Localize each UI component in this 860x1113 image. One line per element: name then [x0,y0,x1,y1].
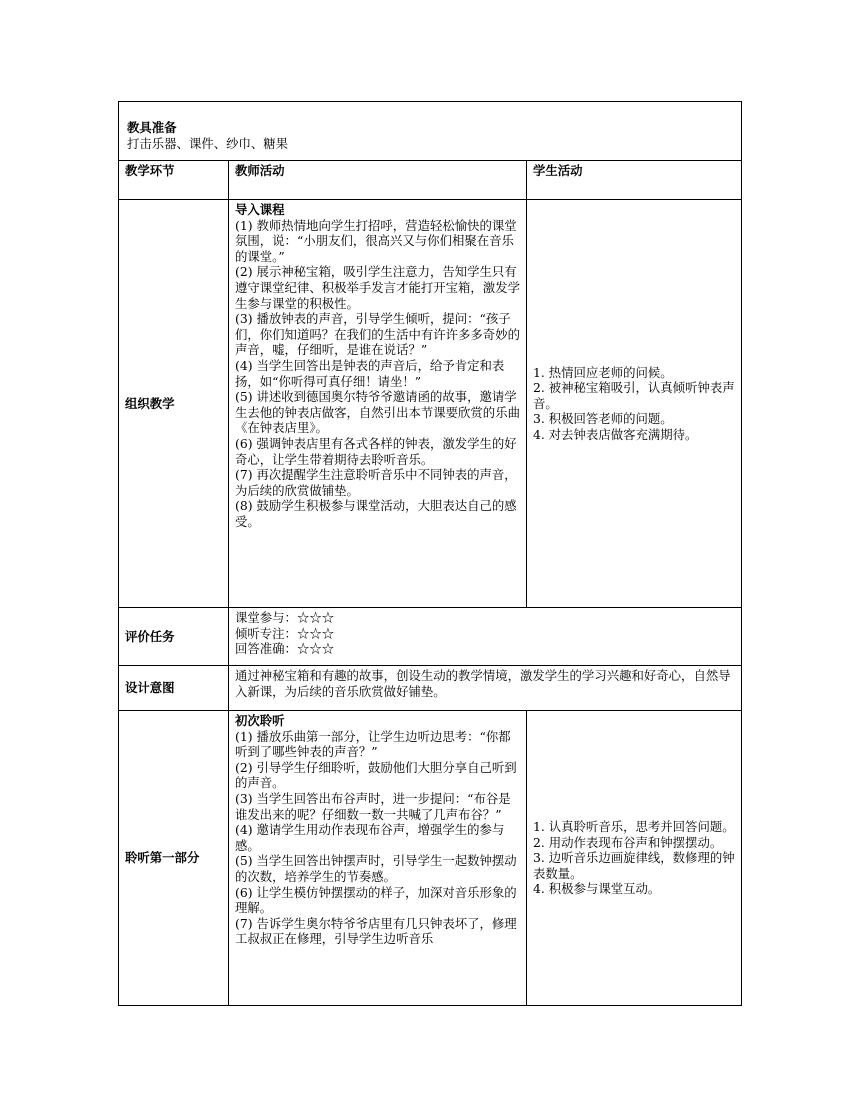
organize-teacher-step: (4) 当学生回答出是钟表的声音后，给予肯定和表扬，如“你听得可真仔细！请坐！” [235,357,505,389]
organize-subtitle: 导入课程 [235,202,285,217]
intent-row [119,666,742,711]
header-teacher: 教师活动 [229,161,527,200]
listen-teacher-step: (7) 告诉学生奥尔特爷爷店里有几只钟表坏了，修理工叔叔正在修理，引导学生边听音乐 [235,915,517,947]
organize-student-cell [527,200,742,608]
organize-teacher-step: (3) 播放钟表的声音，引导学生倾听，提问：“孩子们，你们知道吗？在我们的生活中有许许多多奇妙的声音，嘘，仔细听，是谁在说话？” [235,311,520,358]
listen-teacher-step: (2) 引导学生仔细聆听，鼓励他们大胆分享自己听到的声音。 [235,759,517,791]
organize-teacher-step: (1) 教师热情地向学生打招呼，营造轻松愉快的课堂氛围，说：“小朋友们，很高兴又与你们相聚在音乐的课堂。” [235,217,517,264]
organize-student-step: 4. 对去钟表店做客充满期待。 [533,426,698,442]
listen-part1-teacher-cell [229,711,527,1006]
organize-teacher-cell [229,200,527,608]
listen-part1-stage: 聆听第一部分 [119,711,229,1006]
listen-teacher-step: (6) 让学生模仿钟摆摆动的样子，加深对音乐形象的理解。 [235,884,517,916]
materials-text: 打击乐器、课件、纱巾、糖果 [127,135,289,151]
listen-student-step: 4. 积极参与课堂互动。 [533,881,661,897]
evaluation-line: 回答准确：☆☆☆ [235,641,335,657]
listen-part1-subtitle: 初次聆听 [235,713,285,728]
organize-teacher-step: (8) 鼓励学生积极参与课堂活动，大胆表达自己的感受。 [235,498,517,529]
intent-text: 通过神秘宝箱和有趣的故事，创设生动的教学情境，激发学生的学习兴趣和好奇心，自然导入新课，为后续的音乐欣赏做好铺垫。 [229,666,742,711]
evaluation-row [119,608,742,666]
organize-teacher-step: (7) 再次提醒学生注意聆听音乐中不同钟表的声音，为后续的欣赏做铺垫。 [235,467,517,498]
organize-student-step: 1. 热情回应老师的问候。 [533,364,673,380]
header-row [119,161,742,200]
organize-student-step: 2. 被神秘宝箱吸引，认真倾听钟表声音。 [533,380,735,411]
materials-title: 教具准备 [127,120,177,135]
listen-teacher-step: (4) 邀请学生用动作表现布谷声，增强学生的参与感。 [235,822,505,853]
evaluation-line: 倾听专注：☆☆☆ [235,625,335,641]
listen-teacher-step: (3) 当学生回答出布谷声时，进一步提问：“布谷是谁发出来的呢？仔细数一数一共喊了几声布谷？” [235,790,511,822]
evaluation-stage: 评价任务 [119,608,229,666]
materials-cell [119,102,742,161]
intent-stage: 设计意图 [119,666,229,711]
listen-part1-row [119,711,742,1006]
listen-teacher-step: (1) 播放乐曲第一部分，让学生边听边思考：“你都听到了哪些钟表的声音？” [235,728,511,760]
organize-student-step: 3. 积极回答老师的问题。 [533,411,673,427]
evaluation-line: 课堂参与：☆☆☆ [235,610,335,625]
organize-teacher-step: (5) 讲述收到德国奥尔特爷爷邀请函的故事，邀请学生去他的钟表店做客，自然引出本节课要欣赏的乐曲《在钟表店里》。 [235,389,520,436]
organize-teacher-step: (6) 强调钟表店里有各式各样的钟表，激发学生的好奇心，让学生带着期待去聆听音乐。 [235,435,517,467]
listen-part1-student-cell [527,711,742,1006]
listen-student-step: 3. 边听音乐边画旋律线，数修理的钟表数量。 [533,850,735,881]
listen-student-step: 2. 用动作表现布谷声和钟摆摆动。 [533,834,723,850]
header-student: 学生活动 [527,161,742,200]
listen-student-step: 1. 认真聆听音乐，思考并回答问题。 [533,819,735,835]
evaluation-cell [229,608,742,666]
header-stage: 教学环节 [119,161,229,200]
listen-teacher-step: (5) 当学生回答出钟摆声时，引导学生一起数钟摆动的次数，培养学生的节奏感。 [235,853,517,884]
materials-row [119,102,742,161]
organize-row [119,200,742,608]
organize-teacher-step: (2) 展示神秘宝箱，吸引学生注意力，告知学生只有遵守课堂纪律、积极举手发言才能打开宝箱，激发学生参与课堂的积极性。 [235,264,520,311]
lesson-plan-table [118,101,742,1006]
organize-stage: 组织教学 [119,200,229,608]
